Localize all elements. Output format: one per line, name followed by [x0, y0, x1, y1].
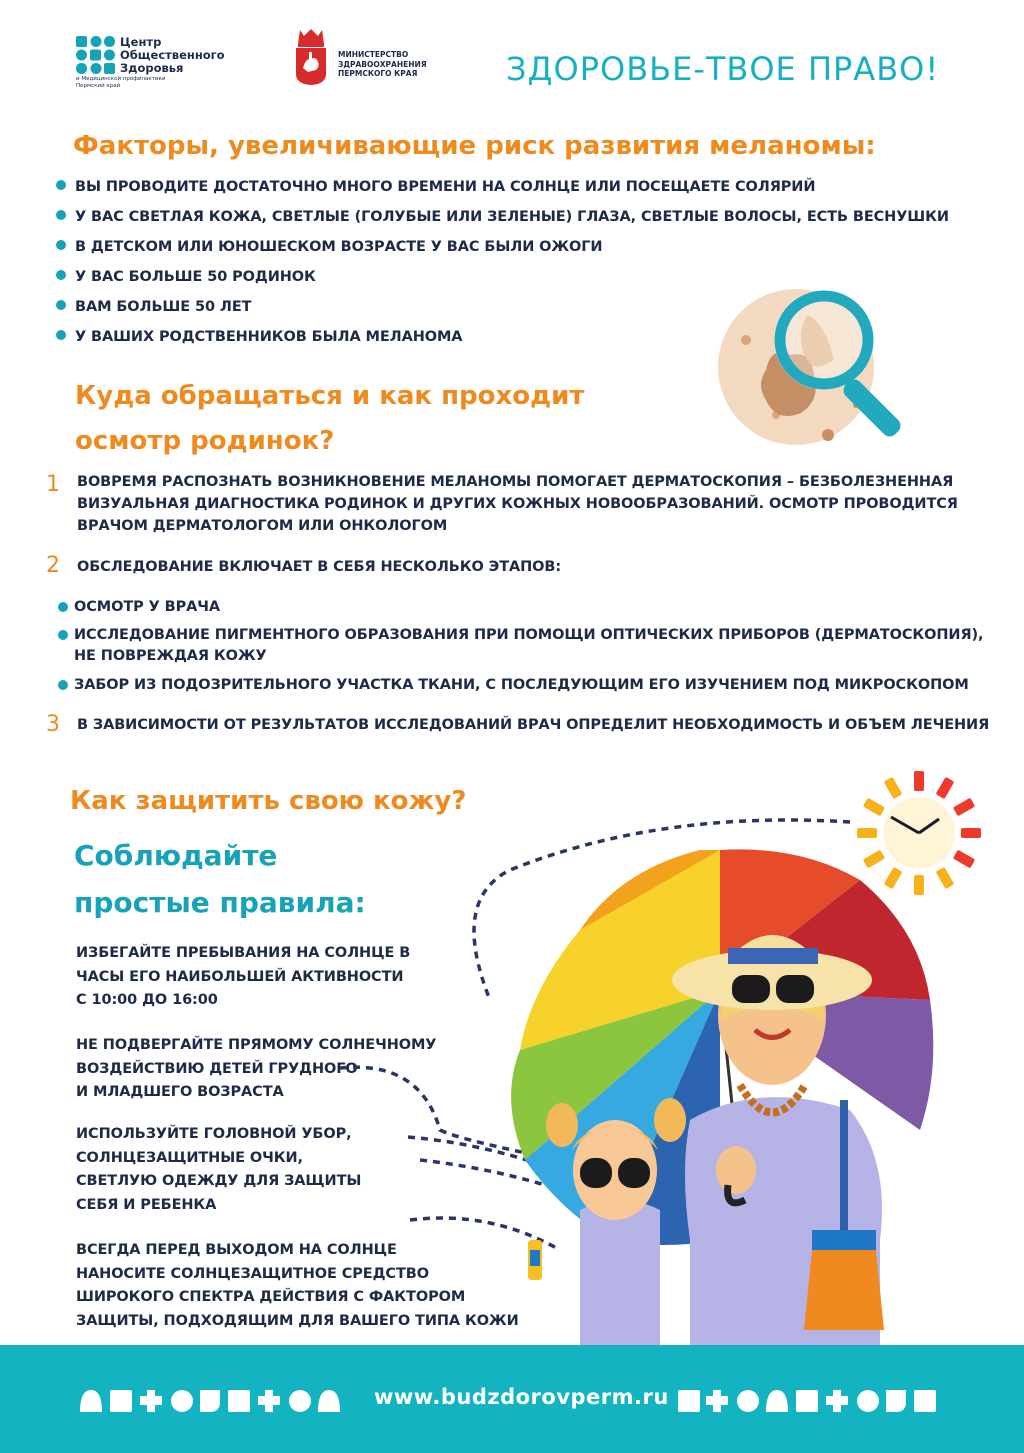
footer-bar: [0, 1345, 1024, 1453]
protection-rule: ИЗБЕГАЙТЕ ПРЕБЫВАНИЯ НА СОЛНЦЕ В ЧАСЫ ЕГО НАИБОЛЬШЕЙ АКТИВНОСТИ С 10:00 ДО 16:00: [76, 945, 411, 1008]
bullet-icon: [56, 210, 66, 220]
health-center-logo: [76, 36, 226, 92]
risk-item: У ВАС СВЕТЛАЯ КОЖА, СВЕТЛЫЕ (ГОЛУБЫЕ ИЛИ ЗЕЛЕНЫЕ) ГЛАЗА, СВЕТЛЫЕ ВОЛОСЫ, ЕСТЬ ВЕСНУШКИ: [56, 209, 949, 225]
bullet-icon: [56, 300, 66, 310]
stage-item: ОСМОТР У ВРАЧА: [58, 597, 220, 618]
logo-squares-icon: [76, 36, 116, 74]
risk-item: ВАМ БОЛЬШЕ 50 ЛЕТ: [56, 299, 251, 315]
bullet-icon: [58, 602, 68, 612]
protection-rule: ИСПОЛЬЗУЙТЕ ГОЛОВНОЙ УБОР, СОЛНЦЕЗАЩИТНЫЕ ОЧКИ, СВЕТЛУЮ ОДЕЖДУ ДЛЯ ЗАЩИТЫ СЕБЯ И РЕБЕНКА: [76, 1126, 362, 1213]
bullet-icon: [56, 180, 66, 190]
bullet-icon: [58, 630, 68, 640]
ministry-name: МИНИСТЕРСТВО ЗДРАВООХРАНЕНИЯ ПЕРМСКОГО КРАЯ: [338, 50, 427, 78]
protection-rule: ВСЕГДА ПЕРЕД ВЫХОДОМ НА СОЛНЦЕ НАНОСИТЕ СОЛНЦЕЗАЩИТНОЕ СРЕДСТВО ШИРОКОГО СПЕКТРА ДЕЙСТВИЯ С ФАКТОРОМ ЗАЩИТЫ, ПОДХОДЯЩИМ ДЛЯ ВАШЕГО ТИПА КОЖИ: [76, 1242, 519, 1329]
footer-shapes-icon: [676, 1388, 946, 1414]
risk-item: ВЫ ПРОВОДИТЕ ДОСТАТОЧНО МНОГО ВРЕМЕНИ НА СОЛНЦЕ ИЛИ ПОСЕЩАЕТЕ СОЛЯРИЙ: [56, 179, 815, 195]
stage-item: ЗАБОР ИЗ ПОДОЗРИТЕЛЬНОГО УЧАСТКА ТКАНИ, С ПОСЛЕДУЮЩИМ ЕГО ИЗУЧЕНИЕМ ПОД МИКРОСКОПОМ: [58, 675, 969, 696]
risk-item: В ДЕТСКОМ ИЛИ ЮНОШЕСКОМ ВОЗРАСТЕ У ВАС БЫЛИ ОЖОГИ: [56, 239, 602, 255]
umbrella-illustration: [500, 840, 940, 1345]
website-link[interactable]: www.budzdorovperm.ru: [374, 1385, 669, 1409]
logo-subtitle: и Медицинской профилактики Пермский край: [76, 76, 166, 89]
bullet-icon: [56, 330, 66, 340]
step-text: В ЗАВИСИМОСТИ ОТ РЕЗУЛЬТАТОВ ИССЛЕДОВАНИЙ ВРАЧ ОПРЕДЕЛИТ НЕОБХОДИМОСТЬ И ОБЪЕМ ЛЕЧЕНИЯ: [77, 717, 990, 733]
step-number: 2: [46, 553, 60, 578]
exam-title: Куда обращаться и как проходит осмотр родинок?: [75, 381, 585, 456]
protection-rule: НЕ ПОДВЕРГАЙТЕ ПРЯМОМУ СОЛНЕЧНОМУ ВОЗДЕЙСТВИЮ ДЕТЕЙ ГРУДНОГО И МЛАДШЕГО ВОЗРАСТА: [76, 1037, 437, 1100]
protect-subtitle: Соблюдайте простые правила:: [74, 839, 366, 919]
logo-name: Центр Общественного Здоровья: [120, 35, 225, 75]
bullet-icon: [56, 240, 66, 250]
magnifier-icon: [716, 285, 948, 455]
bullet-icon: [56, 270, 66, 280]
step-text: ВОВРЕМЯ РАСПОЗНАТЬ ВОЗНИКНОВЕНИЕ МЕЛАНОМЫ ПОМОГАЕТ ДЕРМАТОСКОПИЯ – БЕЗБОЛЕЗНЕННАЯ ВИЗУАЛЬНАЯ ДИАГНОСТИКА РОДИНОК И ДРУГИХ КОЖНЫХ НОВООБРАЗОВАНИЙ. ОСМОТР ПРОВОДИТСЯ ВРАЧОМ ДЕРМАТОЛОГОМ ИЛИ ОНКОЛОГОМ: [77, 474, 958, 534]
step-text: ОБСЛЕДОВАНИЕ ВКЛЮЧАЕТ В СЕБЯ НЕСКОЛЬКО ЭТАПОВ:: [77, 559, 562, 575]
protect-title: Как защитить свою кожу?: [70, 786, 467, 816]
risk-item: У ВАС БОЛЬШЕ 50 РОДИНОК: [56, 269, 316, 285]
ministry-logo: [294, 28, 454, 88]
slogan: ЗДОРОВЬЕ-ТВОЕ ПРАВО!: [506, 50, 940, 88]
footer-shapes-icon: [78, 1388, 358, 1414]
risk-factors-title: Факторы, увеличивающие риск развития меланомы:: [73, 131, 876, 161]
perm-emblem-icon: [294, 28, 328, 86]
stage-item: ИССЛЕДОВАНИЕ ПИГМЕНТНОГО ОБРАЗОВАНИЯ ПРИ ПОМОЩИ ОПТИЧЕСКИХ ПРИБОРОВ (ДЕРМАТОСКОПИЯ), НЕ ПОВРЕЖДАЯ КОЖУ: [58, 625, 983, 667]
risk-item: У ВАШИХ РОДСТВЕННИКОВ БЫЛА МЕЛАНОМА: [56, 329, 462, 345]
step-number: 1: [46, 472, 60, 497]
bullet-icon: [58, 680, 68, 690]
step-number: 3: [46, 712, 60, 737]
